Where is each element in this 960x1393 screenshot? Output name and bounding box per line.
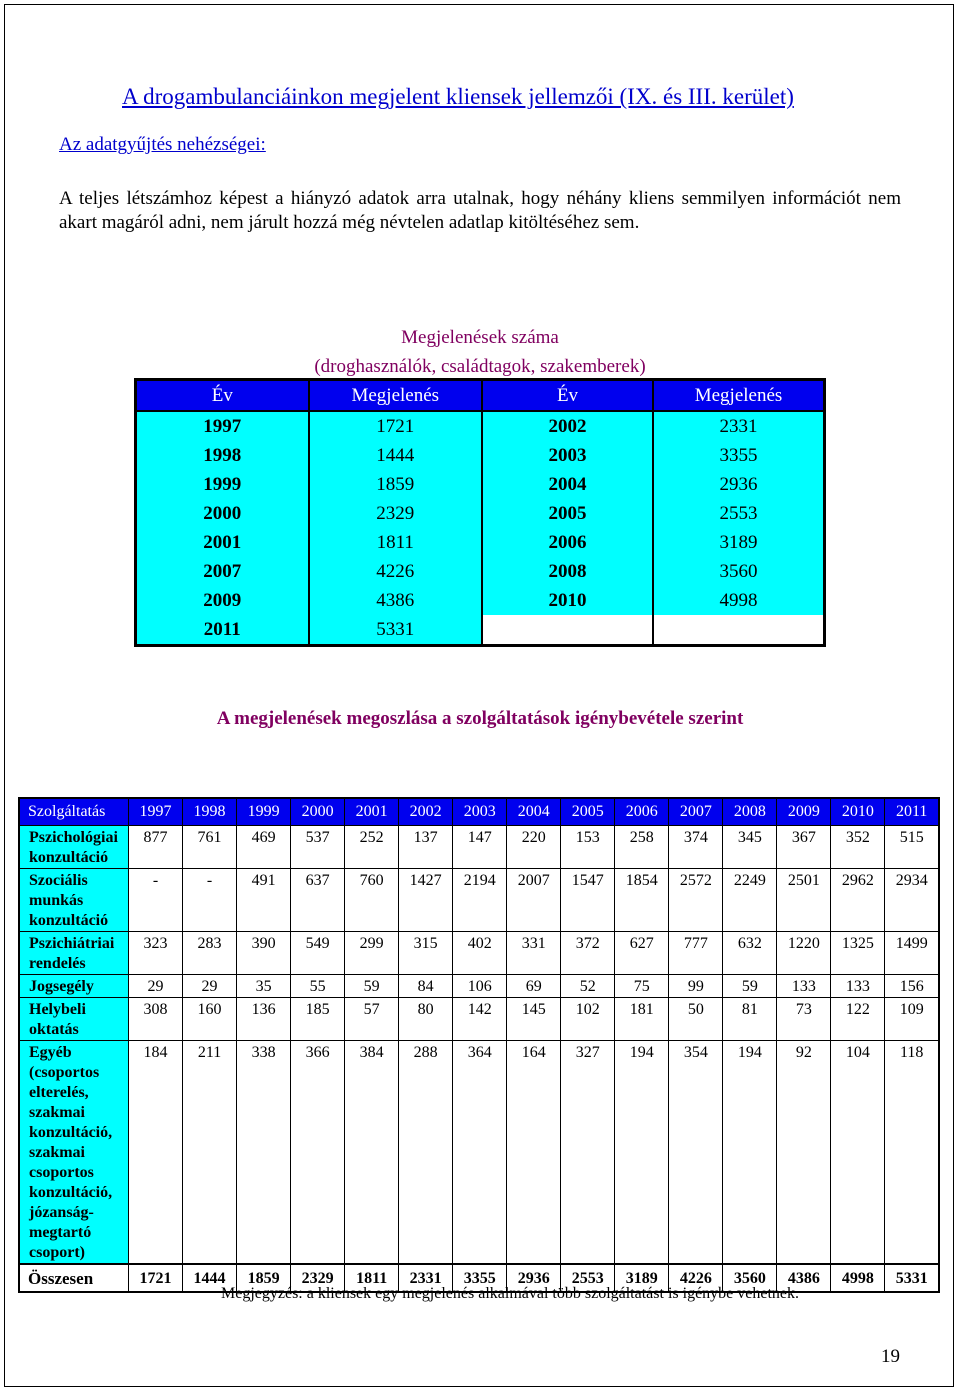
value-cell: 50 [669,998,723,1041]
value-cell: 283 [183,932,237,975]
total-cell: 4226 [669,1264,723,1292]
value-cell: 2934 [885,869,939,932]
table1-header-cell: Megjelenés [653,380,824,412]
value-cell: 367 [777,826,831,869]
value-cell: 185 [291,998,345,1041]
value-cell: 877 [129,826,183,869]
year-cell: 1998 [136,441,309,470]
year-cell: 2007 [136,557,309,586]
page-title: A drogambulanciáinkon megjelent kliensek jellemzői (IX. és III. kerület) [122,84,794,109]
count-cell: 3355 [653,441,824,470]
table-row [19,998,939,1041]
table-row [136,615,825,646]
year-cell: 2008 [482,557,653,586]
value-cell: 491 [237,869,291,932]
value-cell: 102 [561,998,615,1041]
value-cell: 2249 [723,869,777,932]
year-cell: 2006 [482,528,653,557]
value-cell: 59 [345,975,399,998]
value-cell: 52 [561,975,615,998]
count-cell: 1811 [309,528,482,557]
table-row [19,932,939,975]
value-cell: 73 [777,998,831,1041]
value-cell: 2501 [777,869,831,932]
value-cell: 549 [291,932,345,975]
count-cell: 4386 [309,586,482,615]
value-cell: 469 [237,826,291,869]
value-cell: 81 [723,998,777,1041]
value-cell: 1854 [615,869,669,932]
table1-header-cell: Megjelenés [309,380,482,412]
year-cell: 2000 [136,499,309,528]
value-cell: 1325 [831,932,885,975]
value-cell: 59 [723,975,777,998]
year-header: 2006 [615,798,669,826]
year-header: 2000 [291,798,345,826]
service-label: Pszichiátriai rendelés [19,932,129,975]
value-cell: 92 [777,1041,831,1265]
value-cell: 1499 [885,932,939,975]
year-header: 2010 [831,798,885,826]
table1-header-cell: Év [482,380,653,412]
table-row [136,586,825,615]
value-cell: 761 [183,826,237,869]
total-cell: 3560 [723,1264,777,1292]
total-cell: 2329 [291,1264,345,1292]
table-row [19,975,939,998]
year-cell: 1999 [136,470,309,499]
table1-subtitle: (droghasználók, családtagok, szakemberek) [314,356,646,377]
value-cell: 164 [507,1041,561,1265]
value-cell: 515 [885,826,939,869]
count-cell: 1444 [309,441,482,470]
value-cell: 374 [669,826,723,869]
table-row [19,869,939,932]
value-cell: 308 [129,998,183,1041]
value-cell: 366 [291,1041,345,1265]
table-row [136,441,825,470]
year-header: 2004 [507,798,561,826]
year-cell: 2003 [482,441,653,470]
value-cell: 345 [723,826,777,869]
total-cell: 2553 [561,1264,615,1292]
year-cell: 2009 [136,586,309,615]
value-cell: 122 [831,998,885,1041]
total-cell: 2936 [507,1264,561,1292]
value-cell: 156 [885,975,939,998]
value-cell: 323 [129,932,183,975]
value-cell: 1427 [399,869,453,932]
value-cell: 632 [723,932,777,975]
value-cell: 760 [345,869,399,932]
value-cell: 35 [237,975,291,998]
value-cell: 109 [885,998,939,1041]
value-cell: 133 [777,975,831,998]
value-cell: 104 [831,1041,885,1265]
count-cell: 4226 [309,557,482,586]
count-cell: 2329 [309,499,482,528]
page-number: 19 [881,1346,900,1367]
count-cell: 3560 [653,557,824,586]
year-header: 2002 [399,798,453,826]
value-cell: 118 [885,1041,939,1265]
value-cell: 2007 [507,869,561,932]
value-cell: 55 [291,975,345,998]
year-header: 1998 [183,798,237,826]
year-header: 2001 [345,798,399,826]
year-cell: 2001 [136,528,309,557]
value-cell: 338 [237,1041,291,1265]
value-cell: 537 [291,826,345,869]
year-cell: 2004 [482,470,653,499]
value-cell: 2194 [453,869,507,932]
total-cell: 1811 [345,1264,399,1292]
value-cell: 1220 [777,932,831,975]
service-label: Pszichológiai konzultáció [19,826,129,869]
value-cell: 2572 [669,869,723,932]
value-cell: 299 [345,932,399,975]
value-cell: 153 [561,826,615,869]
count-cell: 2936 [653,470,824,499]
value-cell: 29 [183,975,237,998]
service-label: Egyéb (csoportos elterelés, szakmai konzultáció, szakmai csoportos konzultáció, józanság-megtartó csoport) [19,1041,129,1265]
value-cell: 364 [453,1041,507,1265]
value-cell: 181 [615,998,669,1041]
empty-cell [653,615,824,646]
count-cell: 5331 [309,615,482,646]
value-cell: 288 [399,1041,453,1265]
total-cell: 1721 [129,1264,183,1292]
year-cell: 2010 [482,586,653,615]
value-cell: 252 [345,826,399,869]
table-row [136,499,825,528]
table-row [136,470,825,499]
value-cell: 99 [669,975,723,998]
value-cell: 390 [237,932,291,975]
table2-title: A megjelenések megoszlása a szolgáltatások igénybevétele szerint [216,708,744,729]
value-cell: 627 [615,932,669,975]
total-cell: 4998 [831,1264,885,1292]
service-label: Helybeli oktatás [19,998,129,1041]
value-cell: 194 [723,1041,777,1265]
value-cell: 184 [129,1041,183,1265]
year-header: 2005 [561,798,615,826]
value-cell: - [183,869,237,932]
year-cell: 2005 [482,499,653,528]
value-cell: 402 [453,932,507,975]
value-cell: 69 [507,975,561,998]
count-cell: 2553 [653,499,824,528]
value-cell: 29 [129,975,183,998]
count-cell: 4998 [653,586,824,615]
value-cell: - [129,869,183,932]
value-cell: 331 [507,932,561,975]
service-header: Szolgáltatás [19,798,129,826]
appearances-table [134,378,826,647]
table-row [136,557,825,586]
count-cell: 2331 [653,411,824,441]
value-cell: 145 [507,998,561,1041]
table-row [136,528,825,557]
year-header: 1999 [237,798,291,826]
table1-header-row [136,380,825,412]
value-cell: 142 [453,998,507,1041]
year-header: 2003 [453,798,507,826]
value-cell: 352 [831,826,885,869]
total-cell: 3189 [615,1264,669,1292]
value-cell: 136 [237,998,291,1041]
year-cell: 2011 [136,615,309,646]
count-cell: 3189 [653,528,824,557]
total-cell: 1444 [183,1264,237,1292]
table1-header-cell: Év [136,380,309,412]
total-cell: 2331 [399,1264,453,1292]
year-cell: 1997 [136,411,309,441]
year-header: 1997 [129,798,183,826]
value-cell: 194 [615,1041,669,1265]
total-cell: 4386 [777,1264,831,1292]
year-cell: 2002 [482,411,653,441]
table-row [19,1041,939,1265]
count-cell: 1859 [309,470,482,499]
value-cell: 220 [507,826,561,869]
count-cell: 1721 [309,411,482,441]
services-table [18,797,940,1293]
value-cell: 384 [345,1041,399,1265]
value-cell: 57 [345,998,399,1041]
value-cell: 84 [399,975,453,998]
value-cell: 160 [183,998,237,1041]
value-cell: 1547 [561,869,615,932]
value-cell: 372 [561,932,615,975]
value-cell: 80 [399,998,453,1041]
value-cell: 327 [561,1041,615,1265]
table-row [19,826,939,869]
service-label: Jogsegély [19,975,129,998]
value-cell: 211 [183,1041,237,1265]
intro-paragraph: A teljes létszámhoz képest a hiányzó adatok arra utalnak, hogy néhány kliens semmilyen információt nem akart magáról adni, nem járult hozzá még névtelen adatlap kitöltéséhez sem. [59,188,901,233]
value-cell: 133 [831,975,885,998]
year-header: 2009 [777,798,831,826]
value-cell: 258 [615,826,669,869]
value-cell: 75 [615,975,669,998]
year-header: 2008 [723,798,777,826]
value-cell: 106 [453,975,507,998]
empty-cell [482,615,653,646]
table-row [136,411,825,441]
value-cell: 315 [399,932,453,975]
total-cell: 1859 [237,1264,291,1292]
year-header: 2011 [885,798,939,826]
section-subtitle: Az adatgyűjtés nehézségei: [59,134,266,155]
total-cell: 5331 [885,1264,939,1292]
value-cell: 637 [291,869,345,932]
value-cell: 354 [669,1041,723,1265]
total-label: Összesen [19,1264,129,1292]
year-header: 2007 [669,798,723,826]
service-label: Szociális munkás konzultáció [19,869,129,932]
table2-header-row [19,798,939,826]
footnote: Megjegyzés: a kliensek egy megjelenés alkalmával több szolgáltatást is igénybe vehetnek. [220,1285,800,1302]
value-cell: 147 [453,826,507,869]
value-cell: 137 [399,826,453,869]
table1-title: Megjelenések száma [401,327,559,348]
total-cell: 3355 [453,1264,507,1292]
value-cell: 2962 [831,869,885,932]
value-cell: 777 [669,932,723,975]
